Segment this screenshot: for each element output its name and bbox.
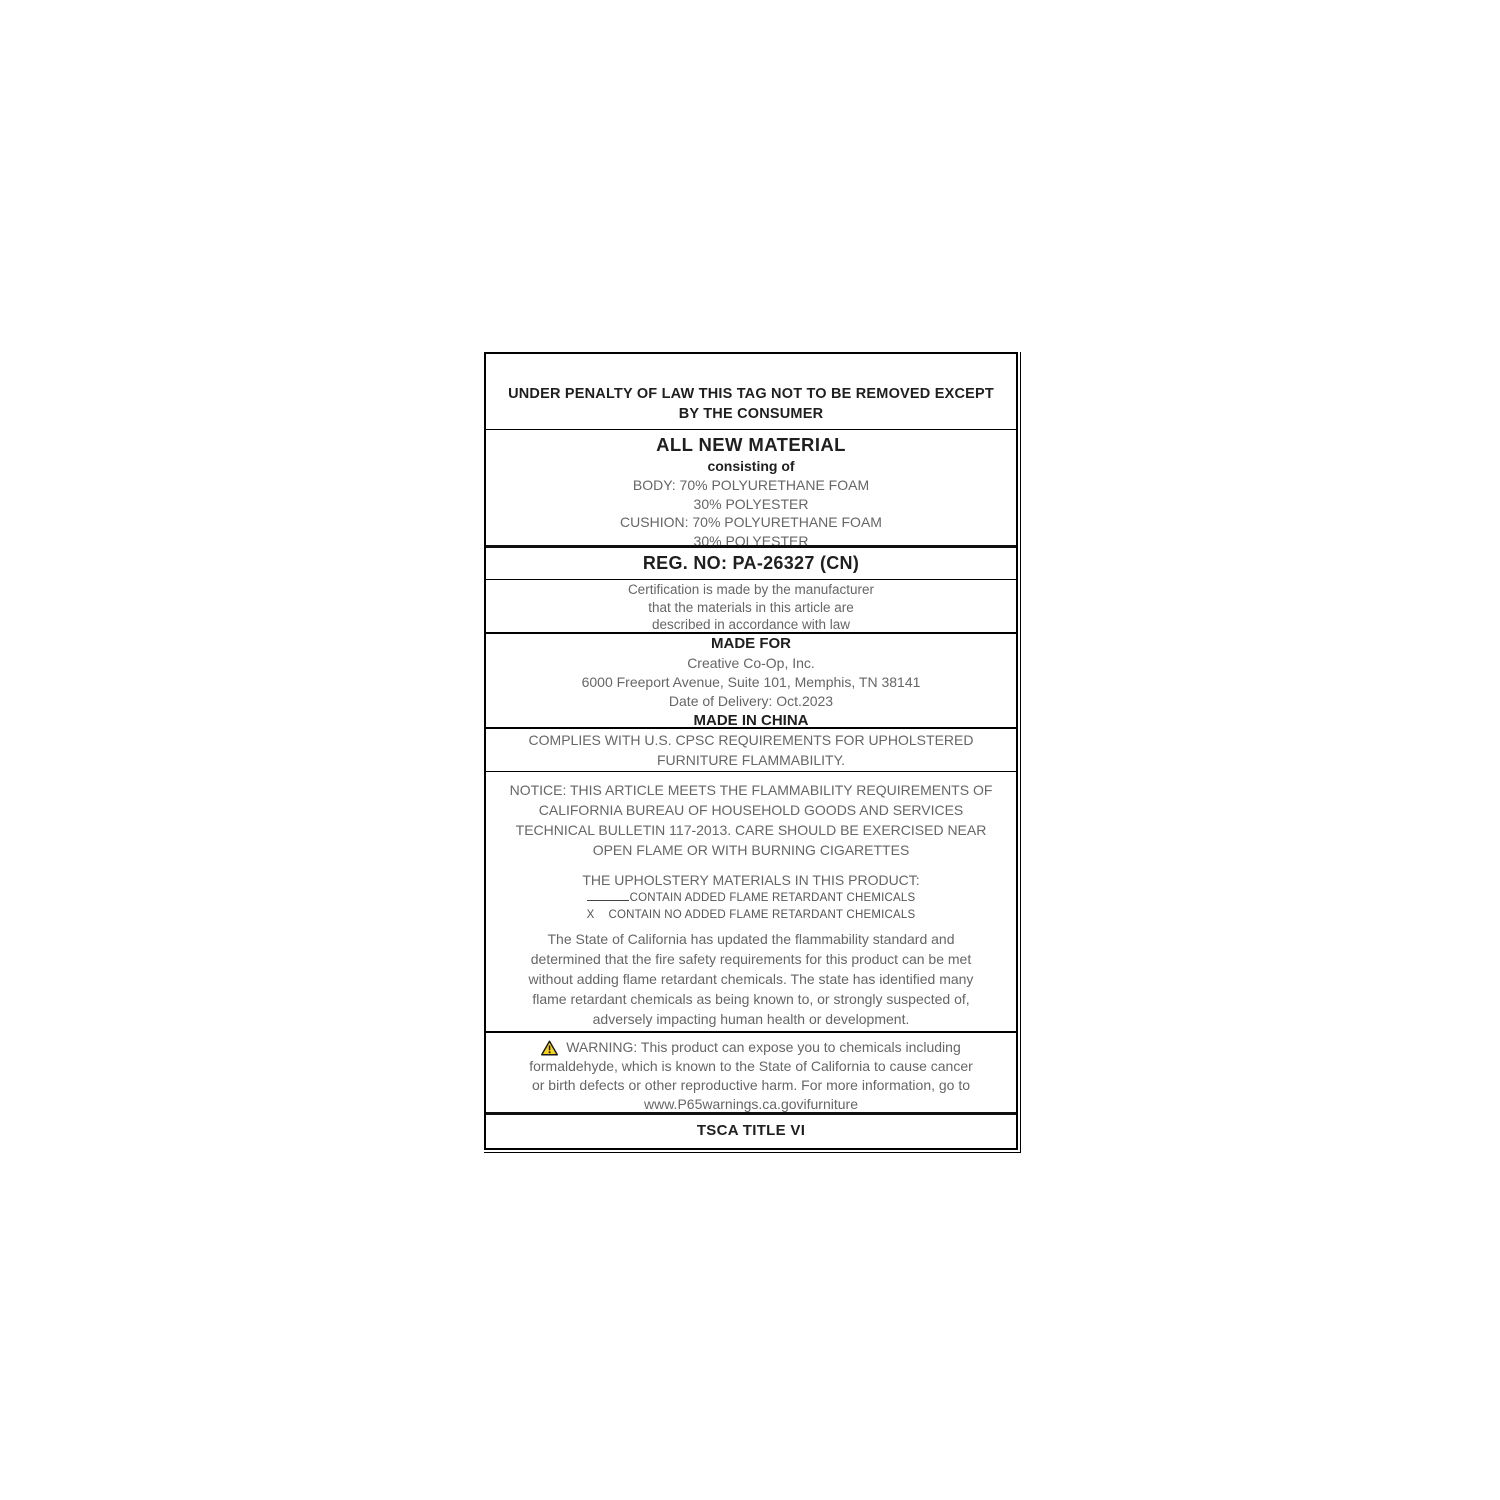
- warning-line: WARNING: This product can expose you to chemicals including: [566, 1039, 961, 1055]
- notice-line: CALIFORNIA BUREAU OF HOUSEHOLD GOODS AND SERVICES: [538, 802, 964, 818]
- section-material: [486, 430, 1016, 548]
- made-for-title: MADE FOR: [711, 635, 791, 652]
- option-contain-no-added-label: CONTAIN NO ADDED FLAME RETARDANT CHEMICALS: [608, 909, 916, 921]
- made-for-company: Creative Co-Op, Inc.: [687, 655, 815, 671]
- notice-line: NOTICE: THIS ARTICLE MEETS THE FLAMMABILITY REQUIREMENTS OF: [509, 782, 993, 798]
- material-line: BODY: 70% POLYURETHANE FOAM: [632, 477, 870, 493]
- california-statement-line: adversely impacting human health or development.: [592, 1011, 910, 1027]
- california-statement-line: determined that the fire safety requirements for this product can be met: [530, 951, 972, 967]
- material-title: ALL NEW MATERIAL: [656, 434, 846, 455]
- california-statement-line: without adding flame retardant chemicals. The state has identified many: [528, 971, 974, 987]
- california-statement-line: flame retardant chemicals as being known to, or strongly suspected of,: [532, 991, 970, 1007]
- notice-line: TECHNICAL BULLETIN 117-2013. CARE SHOULD BE EXERCISED NEAR: [515, 822, 987, 838]
- section-tsca: [486, 1115, 1016, 1148]
- warning-triangle-icon: [541, 1040, 558, 1056]
- material-line: CUSHION: 70% POLYURETHANE FOAM: [620, 514, 882, 530]
- material-subtitle: consisting of: [707, 458, 795, 474]
- warning-line: formaldehyde, which is known to the State of California to cause cancer: [529, 1058, 973, 1074]
- warning-url: www.P65warnings.ca.govifurniture: [644, 1096, 858, 1112]
- x-mark: X: [586, 909, 595, 921]
- option-contain-no-added: [486, 907, 1016, 924]
- spacer: [486, 860, 1016, 870]
- blank-checkline: [587, 890, 629, 901]
- section-made-for: [486, 634, 1016, 729]
- certification-line: that the materials in this article are: [648, 599, 854, 615]
- registration-number: REG. NO: PA-26327 (CN): [642, 553, 860, 573]
- certification-line: described in accordance with law: [651, 617, 851, 632]
- law-label: [484, 352, 1018, 1150]
- option-contain-added-label: CONTAIN ADDED FLAME RETARDANT CHEMICALS: [629, 892, 916, 904]
- law-label-card: [484, 352, 1021, 1153]
- tsca-title: TSCA TITLE VI: [696, 1122, 806, 1139]
- upholstery-title: THE UPHOLSTERY MATERIALS IN THIS PRODUCT:: [582, 872, 920, 888]
- made-for-address: 6000 Freeport Avenue, Suite 101, Memphis, TN 38141: [581, 674, 921, 690]
- section-certification: [486, 580, 1016, 634]
- section-prop65-warning: [486, 1033, 1016, 1115]
- section-flammability-notice: [486, 772, 1016, 1033]
- material-line: 30% POLYESTER: [693, 495, 809, 512]
- california-statement-line: The State of California has updated the flammability standard and: [547, 931, 955, 947]
- section-cpsc-compliance: [486, 729, 1016, 772]
- compliance-line: FURNITURE FLAMMABILITY.: [657, 752, 845, 768]
- made-in-country: MADE IN CHINA: [693, 712, 809, 729]
- section-registration: [486, 548, 1016, 580]
- material-line: 30% POLYESTER: [693, 532, 809, 548]
- warning-line-with-icon: [486, 1038, 1016, 1057]
- notice-line: OPEN FLAME OR WITH BURNING CIGARETTES: [592, 842, 910, 858]
- section-penalty: [486, 354, 1016, 430]
- option-contain-added: [486, 890, 1016, 907]
- penalty-line: UNDER PENALTY OF LAW THIS TAG NOT TO BE REMOVED EXCEPT: [508, 386, 994, 402]
- warning-line: or birth defects or other reproductive harm. For more information, go to: [531, 1077, 971, 1093]
- compliance-line: COMPLIES WITH U.S. CPSC REQUIREMENTS FOR UPHOLSTERED: [528, 732, 974, 748]
- penalty-line: BY THE CONSUMER: [678, 406, 824, 422]
- certification-line: Certification is made by the manufacturer: [627, 582, 875, 597]
- made-for-delivery-date: Date of Delivery: Oct.2023: [668, 693, 834, 709]
